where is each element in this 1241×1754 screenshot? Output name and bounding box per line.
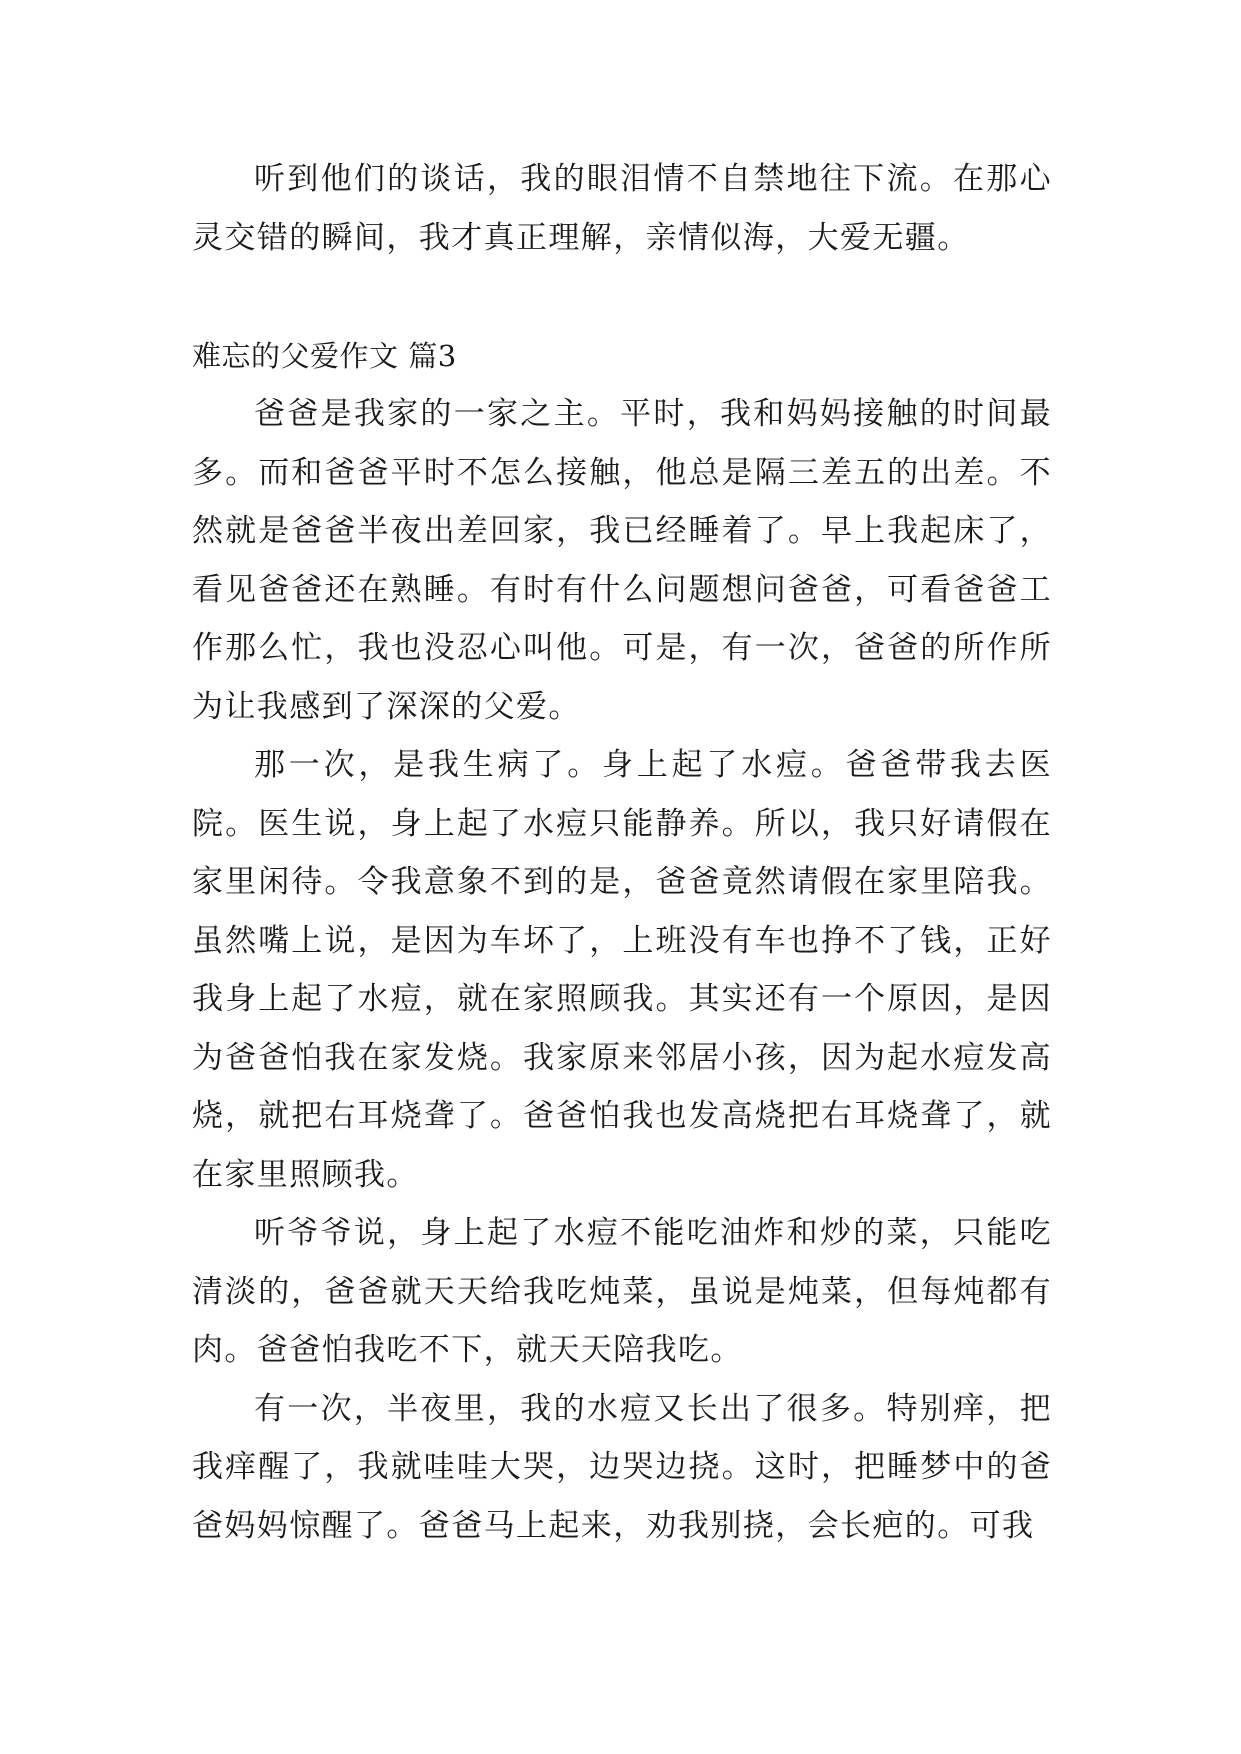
body-paragraph-1: 爸爸是我家的一家之主。平时，我和妈妈接触的时间最多。而和爸爸平时不怎么接触，他总是隔三差五的出差。不然就是爸爸半夜出差回家，我已经睡着了。早上我起床了，看见爸爸还在熟睡。有时有什么问题想问爸爸，可看爸爸工作那么忙，我也没忍心叫他。可是，有一次，爸爸的所作所为让我感到了深深的父爱。 <box>192 396 1052 725</box>
document-body <box>192 150 1052 1555</box>
body-paragraph-4: 有一次，半夜里，我的水痘又长出了很多。特别痒，把我痒醒了，我就哇哇大哭，边哭边挠。这时，把睡梦中的爸爸妈妈惊醒了。爸爸马上起来，劝我别挠，会长疤的。可我 <box>192 1390 1052 1544</box>
body-paragraph-3: 听爷爷说，身上起了水痘不能吃油炸和炒的菜，只能吃清淡的，爸爸就天天给我吃炖菜，虽说是炖菜，但每炖都有肉。爸爸怕我吃不下，就天天陪我吃。 <box>192 1215 1052 1368</box>
intro-paragraph: 听到他们的谈话，我的眼泪情不自禁地往下流。在那心灵交错的瞬间，我才真正理解，亲情似海，大爱无疆。 <box>192 161 1052 256</box>
body-paragraph-2: 那一次，是我生病了。身上起了水痘。爸爸带我去医院。医生说，身上起了水痘只能静养。所以，我只好请假在家里闲待。令我意象不到的是，爸爸竟然请假在家里陪我。虽然嘴上说，是因为车坏了，上班没有车也挣不了钱，正好我身上起了水痘，就在家照顾我。其实还有一个原因，是因为爸爸怕我在家发烧。我家原来邻居小孩，因为起水痘发高烧，就把右耳烧聋了。爸爸怕我也发高烧把右耳烧聋了，就在家里照顾我。 <box>192 747 1052 1193</box>
section-title: 难忘的父爱作文 篇3 <box>192 339 457 373</box>
